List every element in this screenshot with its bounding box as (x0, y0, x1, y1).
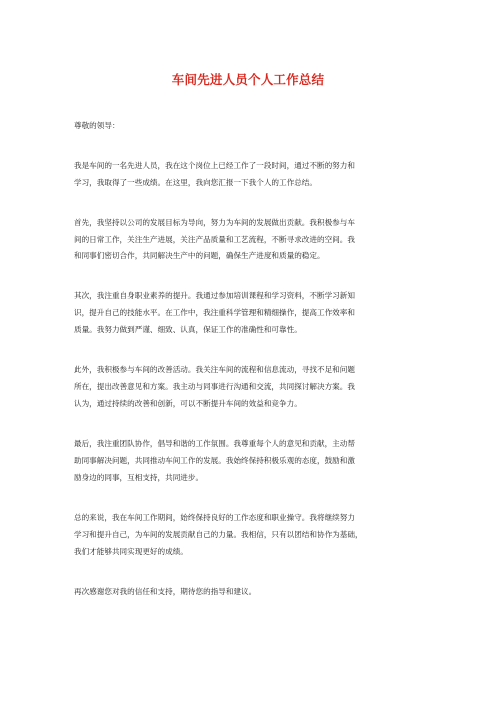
paragraph-line: 学习和提升自己，为车间的发展贡献自己的力量。我相信，只有以团结和协作为基础， (74, 530, 363, 539)
paragraph-line: 和同事们密切合作，共同解决生产中的问题，确保生产进度和质量的稳定。 (74, 251, 325, 260)
paragraph-line: 首先，我坚持以公司的发展目标为导向，努力为车间的发展做出贡献。我积极参与车 (74, 218, 355, 227)
paragraph-line: 励身边的同事，互相支持，共同进步。 (74, 473, 204, 482)
paragraph-line: 总的来说，我在车间工作期间，始终保持良好的工作态度和职业操守。我将继续努力 (74, 513, 355, 522)
document-title: 车间先进人员个人工作总结 (171, 72, 325, 87)
paragraph-line: 间的日常工作，关注生产进展，关注产品质量和工艺流程，不断寻求改进的空间。我 (74, 235, 355, 244)
paragraph-line: 助同事解决问题，共同推动车间工作的发展。我始终保持积极乐观的态度，鼓励和激 (74, 456, 355, 465)
paragraph-line: 我们才能够共同实现更好的成绩。 (74, 547, 188, 556)
paragraph-line: 质量。我努力做到严谨、细致、认真，保证工作的准确性和可靠性。 (74, 325, 302, 334)
paragraph-line: 再次感谢您对我的信任和支持，期待您的指导和建议。 (74, 587, 257, 596)
paragraph-line: 其次，我注重自身职业素养的提升。我通过参加培训课程和学习资料，不断学习新知 (74, 291, 355, 300)
paragraph-line: 认为，通过持续的改善和创新，可以不断提升车间的效益和竞争力。 (74, 399, 302, 408)
paragraph-line: 学习，我取得了一些成绩。在这里，我向您汇报一下我个人的工作总结。 (74, 178, 317, 187)
paragraph-line: 我是车间的一名先进人员，我在这个岗位上已经工作了一段时间，通过不断的努力和 (74, 161, 355, 170)
paragraph-line: 最后，我注重团队协作，倡导和谐的工作氛围。我尊重每个人的意见和贡献，主动帮 (74, 439, 355, 448)
greeting: 尊敬的领导： (74, 121, 120, 130)
paragraph-line: 所在，提出改善意见和方案。我主动与同事进行沟通和交流，共同探讨解决方案。我 (74, 382, 355, 391)
paragraph-line: 此外，我积极参与车间的改善活动。我关注车间的流程和信息流动，寻找不足和问题 (74, 365, 355, 374)
paragraph-line: 识，提升自己的技能水平。在工作中，我注重科学管理和精细操作，提高工作效率和 (74, 308, 355, 317)
